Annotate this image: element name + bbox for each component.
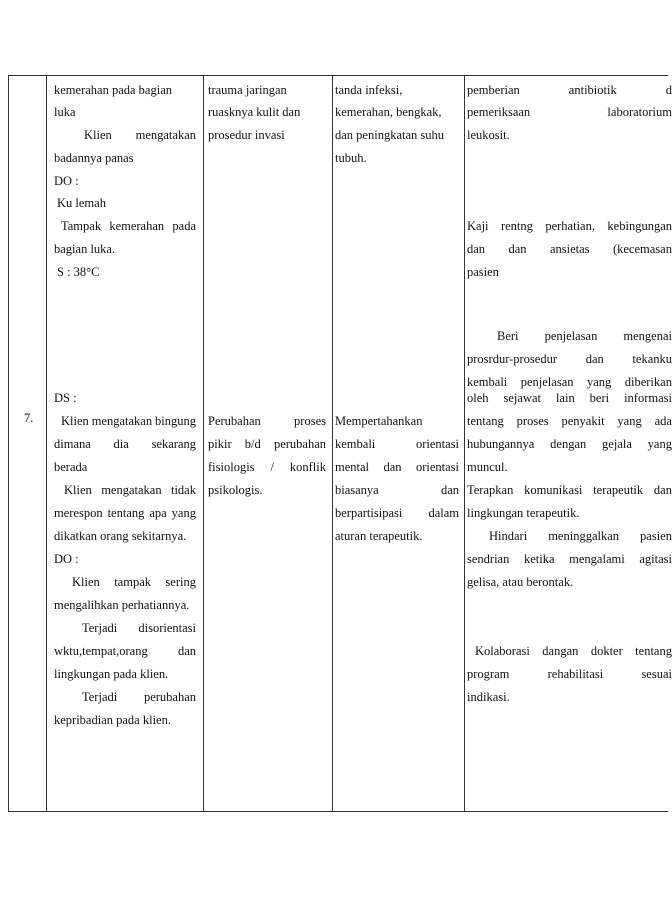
word: / (270, 460, 274, 474)
text-line (208, 413, 326, 429)
word: rentng (500, 219, 533, 233)
text-line: mengalihkan perhatiannya. (54, 598, 190, 612)
column-divider (203, 76, 204, 811)
word: mengenai (623, 329, 672, 343)
word: Klien (61, 414, 89, 428)
word: bingung (155, 414, 196, 428)
column-divider (332, 76, 333, 811)
word: rehabilitasi (547, 667, 604, 681)
word: program (467, 667, 510, 681)
word: orientasi (415, 437, 459, 451)
text-line: kemerahan, bengkak, (335, 105, 442, 119)
text-line (335, 436, 459, 452)
text-line (467, 351, 672, 367)
word: tidak (170, 483, 196, 497)
text-line: DS : (54, 391, 77, 405)
text-line: lingkungan pada klien. (54, 667, 169, 681)
column-divider (46, 76, 47, 811)
word: orientasi (415, 460, 459, 474)
text-line (208, 436, 326, 452)
word: dengan (550, 437, 587, 451)
word: perhatian, (545, 219, 595, 233)
word: sesuai (641, 667, 672, 681)
text-line (467, 218, 672, 234)
word: Hindari (489, 529, 528, 543)
word: dan (585, 352, 604, 366)
word: mental (335, 460, 370, 474)
word: proses (516, 414, 549, 428)
word: komunikasi (524, 483, 583, 497)
table-border-left (8, 76, 9, 811)
text-line (467, 482, 672, 498)
text-line (61, 413, 196, 429)
word: dan (467, 242, 486, 256)
word: lain (555, 391, 575, 405)
text-line: Ku lemah (57, 196, 106, 210)
word: pemeriksaan (467, 105, 531, 119)
text-line (64, 482, 196, 498)
text-line: S : 38°C (57, 265, 100, 279)
word: Terjadi (82, 690, 118, 704)
word: Beri (497, 329, 519, 343)
text-line (335, 505, 459, 521)
text-line: Mempertahankan (335, 414, 423, 428)
word: meninggalkan (548, 529, 620, 543)
word: Terjadi (82, 621, 118, 635)
word: b/d (244, 437, 261, 451)
word: Kaji (467, 219, 489, 233)
text-line: DO : (54, 174, 79, 188)
word: Klien (72, 575, 100, 589)
text-line: tubuh. (335, 151, 367, 165)
word: Klien (64, 483, 92, 497)
column-divider (464, 76, 465, 811)
word: mengatakan (135, 128, 196, 142)
word: pikir (208, 437, 232, 451)
word: sejawat (503, 391, 541, 405)
word: merespon (54, 506, 103, 520)
word: laboratorium (607, 105, 672, 119)
word: Kolaborasi (475, 644, 530, 658)
word: kembali (467, 375, 508, 389)
word: kembali (335, 437, 376, 451)
word: mengatakan (91, 414, 153, 428)
text-line: badannya panas (54, 151, 134, 165)
word: dangan (542, 644, 579, 658)
text-line: psikologis. (208, 483, 263, 497)
text-line (467, 436, 672, 452)
text-line: aturan terapeutik. (335, 529, 423, 543)
text-line: dan peningkatan suhu (335, 128, 445, 142)
word: dimana (54, 437, 91, 451)
word: fisiologis (208, 460, 255, 474)
text-line: kepribadian pada klien. (54, 713, 171, 727)
care-plan-table (8, 75, 672, 812)
text-line: dikatkan orang sekitarnya. (54, 529, 187, 543)
text-line: prosedur invasi (208, 128, 285, 142)
word: yang (647, 437, 672, 451)
word: tentang (107, 506, 145, 520)
word: perubahan (143, 690, 196, 704)
text-line (82, 620, 196, 636)
text-line (497, 328, 672, 344)
word: penyakit (561, 414, 605, 428)
text-line: pasien (467, 265, 499, 279)
text-line (475, 643, 672, 659)
word: pada (172, 219, 196, 233)
word: yang (586, 375, 612, 389)
word: diberikan (624, 375, 672, 389)
text-line: berada (54, 460, 88, 474)
word: pemberian (467, 83, 520, 97)
word: yang (617, 414, 642, 428)
text-line (72, 574, 196, 590)
row-number: 7. (24, 411, 34, 425)
text-line (467, 413, 672, 429)
text-line: kemerahan pada bagian (54, 83, 172, 97)
word: konflik (289, 460, 326, 474)
text-line: bagian luka. (54, 242, 116, 256)
word: sendrian (467, 552, 510, 566)
text-line: lingkungan terapeutik. (467, 506, 580, 520)
text-line (335, 482, 459, 498)
word: mengalami (569, 552, 625, 566)
word: tampak (114, 575, 151, 589)
word: antibiotik (568, 83, 617, 97)
word: dalam (428, 506, 459, 520)
word: d (665, 83, 672, 97)
word: kemerahan (109, 219, 165, 233)
word: dan (653, 483, 672, 497)
text-line: gelisa, atau berontak. (467, 575, 574, 589)
word: oleh (467, 391, 489, 405)
text-line (467, 390, 672, 406)
text-line: muncul. (467, 460, 508, 474)
word: dan (508, 242, 527, 256)
text-line (54, 505, 196, 521)
word: ansietas (549, 242, 590, 256)
text-line (208, 459, 326, 475)
text-line (335, 459, 459, 475)
text-line (467, 374, 672, 390)
text-line: luka (54, 105, 76, 119)
word: biasanya (335, 483, 379, 497)
word: apa (149, 506, 167, 520)
word: dokter (590, 644, 623, 658)
word: dan (383, 460, 402, 474)
word: dan (177, 644, 196, 658)
text-line: indikasi. (467, 690, 510, 704)
word: kebingungan (607, 219, 672, 233)
word: Tampak (61, 219, 102, 233)
text-line (61, 218, 196, 234)
word: (kecemasan (612, 242, 672, 256)
text-line: DO : (54, 552, 79, 566)
text-line: leukosit. (467, 128, 510, 142)
word: dan (440, 483, 459, 497)
word: gejala (602, 437, 632, 451)
text-line: ruasknya kulit dan (208, 105, 301, 119)
word: sering (165, 575, 196, 589)
word: terapeutik (593, 483, 644, 497)
word: hubungannya (467, 437, 535, 451)
word: berpartisipasi (335, 506, 403, 520)
text-line (54, 643, 196, 659)
word: mengatakan (101, 483, 162, 497)
text-line (467, 666, 672, 682)
word: ada (654, 414, 672, 428)
word: beri (589, 391, 610, 405)
word: pasien (640, 529, 672, 543)
text-line (82, 689, 196, 705)
word: penjelasan (520, 375, 574, 389)
text-line: tanda infeksi, (335, 83, 403, 97)
word: informasi (624, 391, 672, 405)
word: proses (294, 414, 326, 428)
word: penjelasan (544, 329, 598, 343)
word: agitasi (639, 552, 672, 566)
word: wktu,tempat,orang (54, 644, 148, 658)
word: perubahan (273, 437, 326, 451)
text-line: trauma jaringan (208, 83, 287, 97)
text-line (467, 551, 672, 567)
word: tentang (467, 414, 504, 428)
word: tentang (635, 644, 672, 658)
word: sekarang (151, 437, 196, 451)
text-line (467, 241, 672, 257)
text-line (84, 127, 196, 143)
word: disorientasi (138, 621, 196, 635)
word: Klien (84, 128, 112, 142)
word: Terapkan (467, 483, 514, 497)
text-line (489, 528, 672, 544)
word: prosrdur-prosedur (467, 352, 558, 366)
text-line (54, 436, 196, 452)
word: yang (171, 506, 196, 520)
word: Perubahan (208, 414, 261, 428)
word: dia (113, 437, 129, 451)
word: tekanku (632, 352, 672, 366)
text-line (467, 82, 672, 98)
word: ketika (523, 552, 555, 566)
text-line (467, 104, 672, 120)
